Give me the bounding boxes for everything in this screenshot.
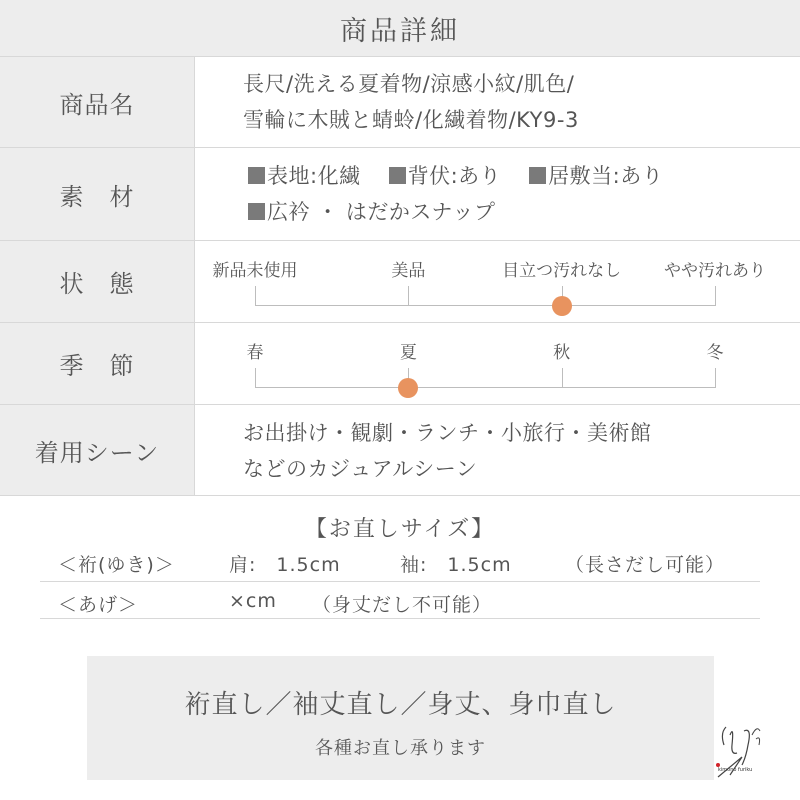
- product-name-line1: 長尺/洗える夏着物/涼感小紋/肌色/: [243, 72, 575, 96]
- material-item-text: 表地:化繊: [267, 164, 361, 188]
- season-scale-line: [255, 387, 715, 388]
- season-row: [0, 323, 800, 405]
- season-scale-label: 秋: [553, 343, 571, 363]
- condition-scale-tick: [408, 286, 409, 306]
- age-label: ＜あげ＞: [58, 594, 139, 616]
- age-note: （身丈だし不可能）: [312, 594, 493, 616]
- season-scale-tick: [715, 368, 716, 388]
- material-item: [248, 158, 361, 194]
- condition-scale-marker: [552, 296, 572, 316]
- condition-scale-label: 目立つ汚れなし: [502, 261, 622, 281]
- material-item: [529, 158, 663, 194]
- yuki-sode: 袖: 1.5cm: [400, 554, 512, 576]
- condition-scale-tick: [715, 286, 716, 306]
- scene-line2: などのカジュアルシーン: [243, 457, 478, 481]
- square-bullet-icon: [389, 167, 406, 184]
- sizing-title: 【お直しサイズ】: [304, 517, 496, 542]
- scene-value: [243, 415, 652, 487]
- product-name-label: 商品名: [0, 57, 195, 147]
- season-scale-marker: [398, 378, 418, 398]
- square-bullet-icon: [529, 167, 546, 184]
- material-list: [248, 158, 691, 230]
- season-scale-label: 春: [246, 343, 264, 363]
- banner-main-text: 裄直し／袖丈直し／身丈、身巾直し: [184, 690, 617, 720]
- scene-row: [0, 405, 800, 496]
- condition-scale-line: [255, 305, 715, 306]
- condition-label: 状 態: [0, 241, 195, 322]
- banner-sub-text: 各種お直し承ります: [315, 738, 486, 759]
- season-scale-label: 冬: [706, 343, 724, 363]
- square-bullet-icon: [248, 167, 265, 184]
- condition-scale-label: やや汚れあり: [664, 261, 766, 281]
- season-scale-label: 夏: [399, 343, 417, 363]
- sizing-row-yuki: [40, 550, 760, 582]
- product-name-row: [0, 57, 800, 148]
- material-label: 素 材: [0, 148, 195, 240]
- yuki-label: ＜裄(ゆき)＞: [58, 554, 175, 576]
- age-value: ×cm: [229, 590, 277, 612]
- material-item-text: 居敷当:あり: [548, 164, 664, 188]
- product-name-value: [243, 66, 579, 138]
- material-item: [389, 158, 502, 194]
- product-name-line2: 雪輪に木賊と蜻蛉/化繊着物/KY9-3: [243, 108, 579, 132]
- material-item-text: 広衿 ・ はだかスナップ: [267, 200, 496, 224]
- brand-logo: [712, 705, 772, 785]
- season-scale-tick: [255, 368, 256, 388]
- scene-label: 着用シーン: [0, 405, 195, 495]
- condition-row: [0, 241, 800, 323]
- page-title: 商品詳細: [0, 0, 800, 57]
- alteration-banner: [87, 656, 714, 780]
- yuki-note: （長さだし可能）: [565, 554, 726, 576]
- yuki-kata: 肩: 1.5cm: [229, 554, 341, 576]
- logo-text: kimono furiku: [718, 767, 753, 773]
- sizing-row-age: [40, 590, 760, 619]
- condition-scale-label: 美品: [391, 261, 426, 281]
- season-scale-tick: [562, 368, 563, 388]
- scene-line1: お出掛け・観劇・ランチ・小旅行・美術館: [243, 421, 652, 445]
- square-bullet-icon: [248, 203, 265, 220]
- material-item: [248, 194, 496, 230]
- condition-scale-tick: [255, 286, 256, 306]
- material-item-text: 背伏:あり: [407, 164, 502, 188]
- season-label: 季 節: [0, 323, 195, 404]
- material-row: [0, 148, 800, 241]
- condition-scale-label: 新品未使用: [212, 261, 298, 281]
